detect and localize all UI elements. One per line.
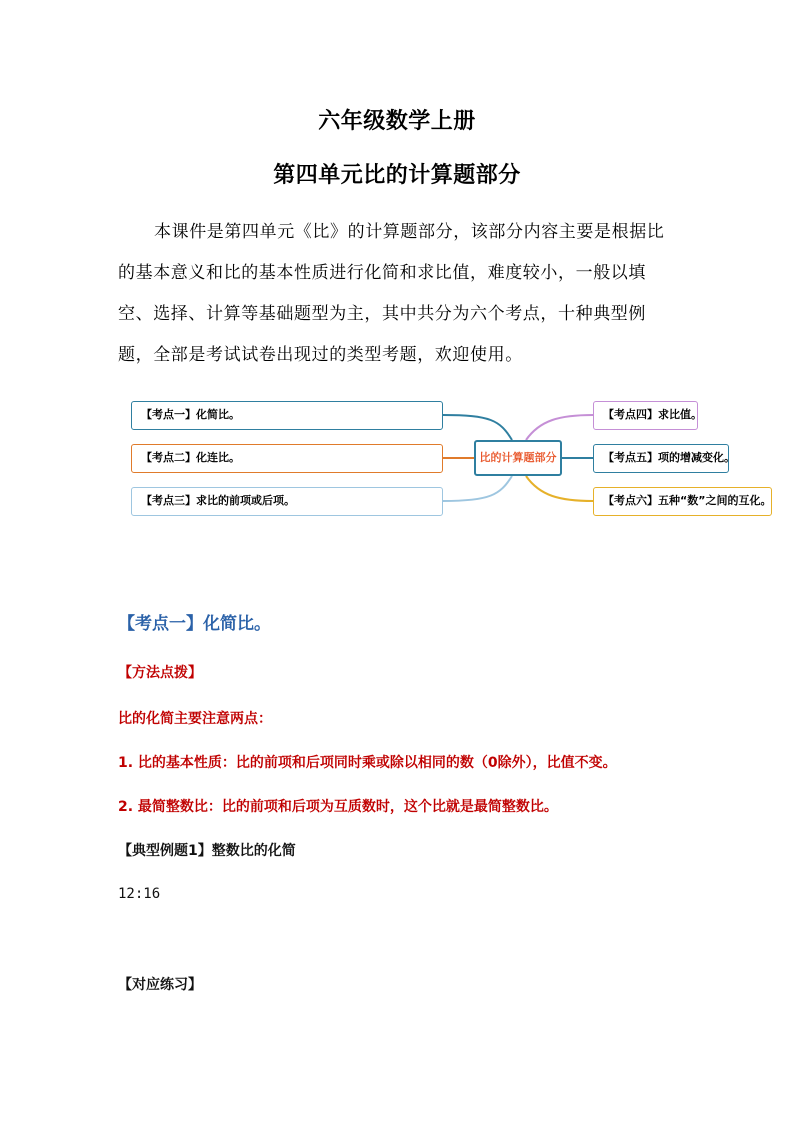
mindmap-center-node: 比的计算题部分 bbox=[474, 440, 562, 476]
mindmap-node-5-label: 【考点五】项的增减变化。 bbox=[603, 451, 735, 464]
method-intro: 比的化简主要注意两点： bbox=[118, 711, 272, 727]
rule-1: 1. 比的基本性质：比的前项和后项同时乘或除以相同的数（0除外），比值不变。 bbox=[118, 755, 617, 771]
mindmap-node-4 bbox=[593, 401, 702, 430]
connector-3 bbox=[443, 476, 512, 501]
mindmap-node-3-label: 【考点三】求比的前项或后项。 bbox=[141, 494, 295, 507]
practice-heading: 【对应练习】 bbox=[118, 977, 202, 993]
mindmap-node-3 bbox=[131, 487, 443, 516]
section-heading: 【考点一】化简比。 bbox=[118, 614, 271, 634]
connector-6 bbox=[526, 476, 593, 501]
connector-1 bbox=[443, 415, 512, 440]
mindmap-node-2 bbox=[131, 444, 443, 473]
example-expression: 12:16 bbox=[118, 886, 161, 902]
mindmap-node-1 bbox=[131, 401, 443, 430]
example-heading: 【典型例题1】整数比的化简 bbox=[118, 843, 296, 859]
rule-2: 2. 最简整数比：比的前项和后项为互质数时，这个比就是最简整数比。 bbox=[118, 799, 558, 815]
document-subtitle: 第四单元比的计算题部分 bbox=[273, 163, 521, 188]
document-title: 六年级数学上册 bbox=[318, 109, 476, 134]
intro-paragraph: 本课件是第四单元《比》的计算题部分，该部分内容主要是根据比的基本意义和比的基本性质进行化简和求比值，难度较小，一般以填空、选择、计算等基础题型为主，其中共分为六个考点，十种典型例题，全部是考试试卷出现过的类型考题，欢迎使用。 bbox=[118, 222, 665, 365]
mindmap-node-6-label: 【考点六】五种“数”之间的互化。 bbox=[603, 494, 772, 507]
connector-4 bbox=[526, 415, 593, 440]
mindmap-node-2-label: 【考点二】化连比。 bbox=[141, 451, 240, 464]
mindmap-node-6 bbox=[593, 487, 772, 516]
mindmap-node-1-label: 【考点一】化简比。 bbox=[141, 408, 240, 421]
mindmap-node-5 bbox=[593, 444, 735, 473]
mindmap-node-4-label: 【考点四】求比值。 bbox=[603, 408, 702, 421]
method-heading: 【方法点拨】 bbox=[118, 665, 202, 681]
